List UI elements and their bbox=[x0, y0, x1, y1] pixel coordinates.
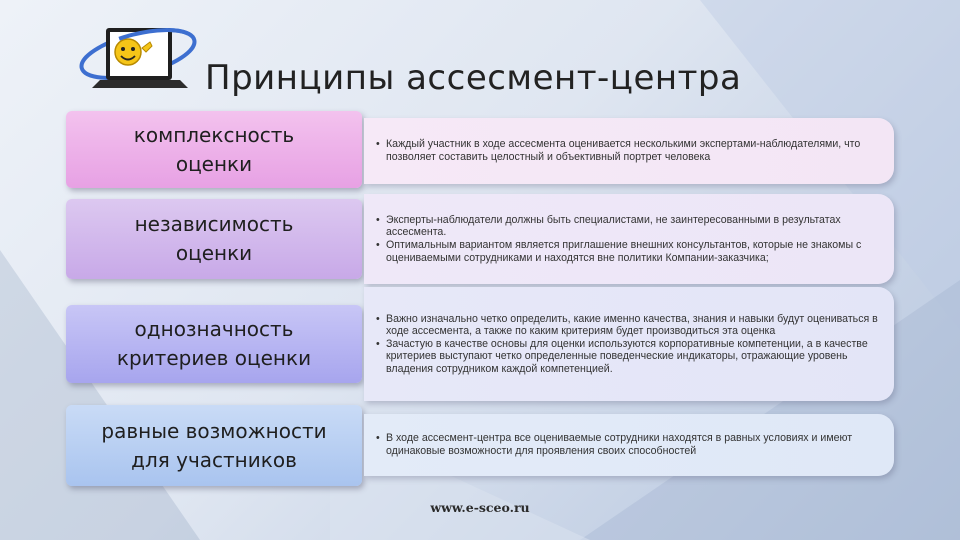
description-bullet: • Важно изначально четко определить, какие именно качества, знания и навыки будут оцениваться в ходе ассесмента, а также по каким критериям будет производиться эта оценка bbox=[376, 313, 886, 338]
principle-label-line: однозначность bbox=[134, 317, 294, 341]
background-shape bbox=[0, 250, 200, 540]
principle-label-line: для участников bbox=[131, 447, 297, 472]
description-bullet: • Эксперты-наблюдатели должны быть специалистами, не заинтересованными в результатах ассесмента. bbox=[376, 214, 886, 239]
principle-label-box bbox=[66, 305, 362, 383]
principle-description-box bbox=[364, 118, 894, 184]
principle-label-box bbox=[66, 199, 362, 279]
principle-label-line: равные возможности bbox=[101, 418, 327, 443]
description-bullet: • В ходе ассесмент-центра все оцениваемые сотрудники находятся в равных условиях и имеют одинаковые возможности для проявления своих способностей bbox=[376, 432, 886, 457]
principle-description-box bbox=[364, 414, 894, 476]
description-bullet: • Зачастую в качестве основы для оценки используются корпоративные компетенции, а в качестве критериев выступают четко определенные поведенческие индикаторы, отражающие уровень владения сотрудником каждой компетенцией. bbox=[376, 338, 886, 376]
description-bullet: • Оптимальным вариантом является приглашение внешних консультантов, которые не знакомы с оцениваемыми сотрудниками и находятся вне политики Компании-заказчика; bbox=[376, 239, 886, 264]
principle-label-line: независимость bbox=[134, 212, 294, 236]
principle-label-line: критериев оценки bbox=[116, 346, 312, 370]
slide-title: Принципы ассесмент-центра bbox=[205, 58, 742, 98]
description-bullet: • Каждый участник в ходе ассесмента оценивается несколькими экспертами-наблюдателями, что позволяет составить целостный и объективный портрет человека bbox=[376, 138, 886, 163]
principle-description-box bbox=[364, 287, 894, 401]
principle-label-line: оценки bbox=[175, 151, 253, 176]
principle-label-line: оценки bbox=[175, 241, 253, 265]
footer-url: www.e-sceo.ru bbox=[430, 500, 530, 515]
principle-description-box bbox=[364, 194, 894, 284]
principle-label-box bbox=[66, 405, 362, 486]
principle-label-box bbox=[66, 111, 362, 188]
laptop-smiley-icon bbox=[76, 18, 206, 90]
principle-label-line: комплексность bbox=[133, 122, 295, 147]
